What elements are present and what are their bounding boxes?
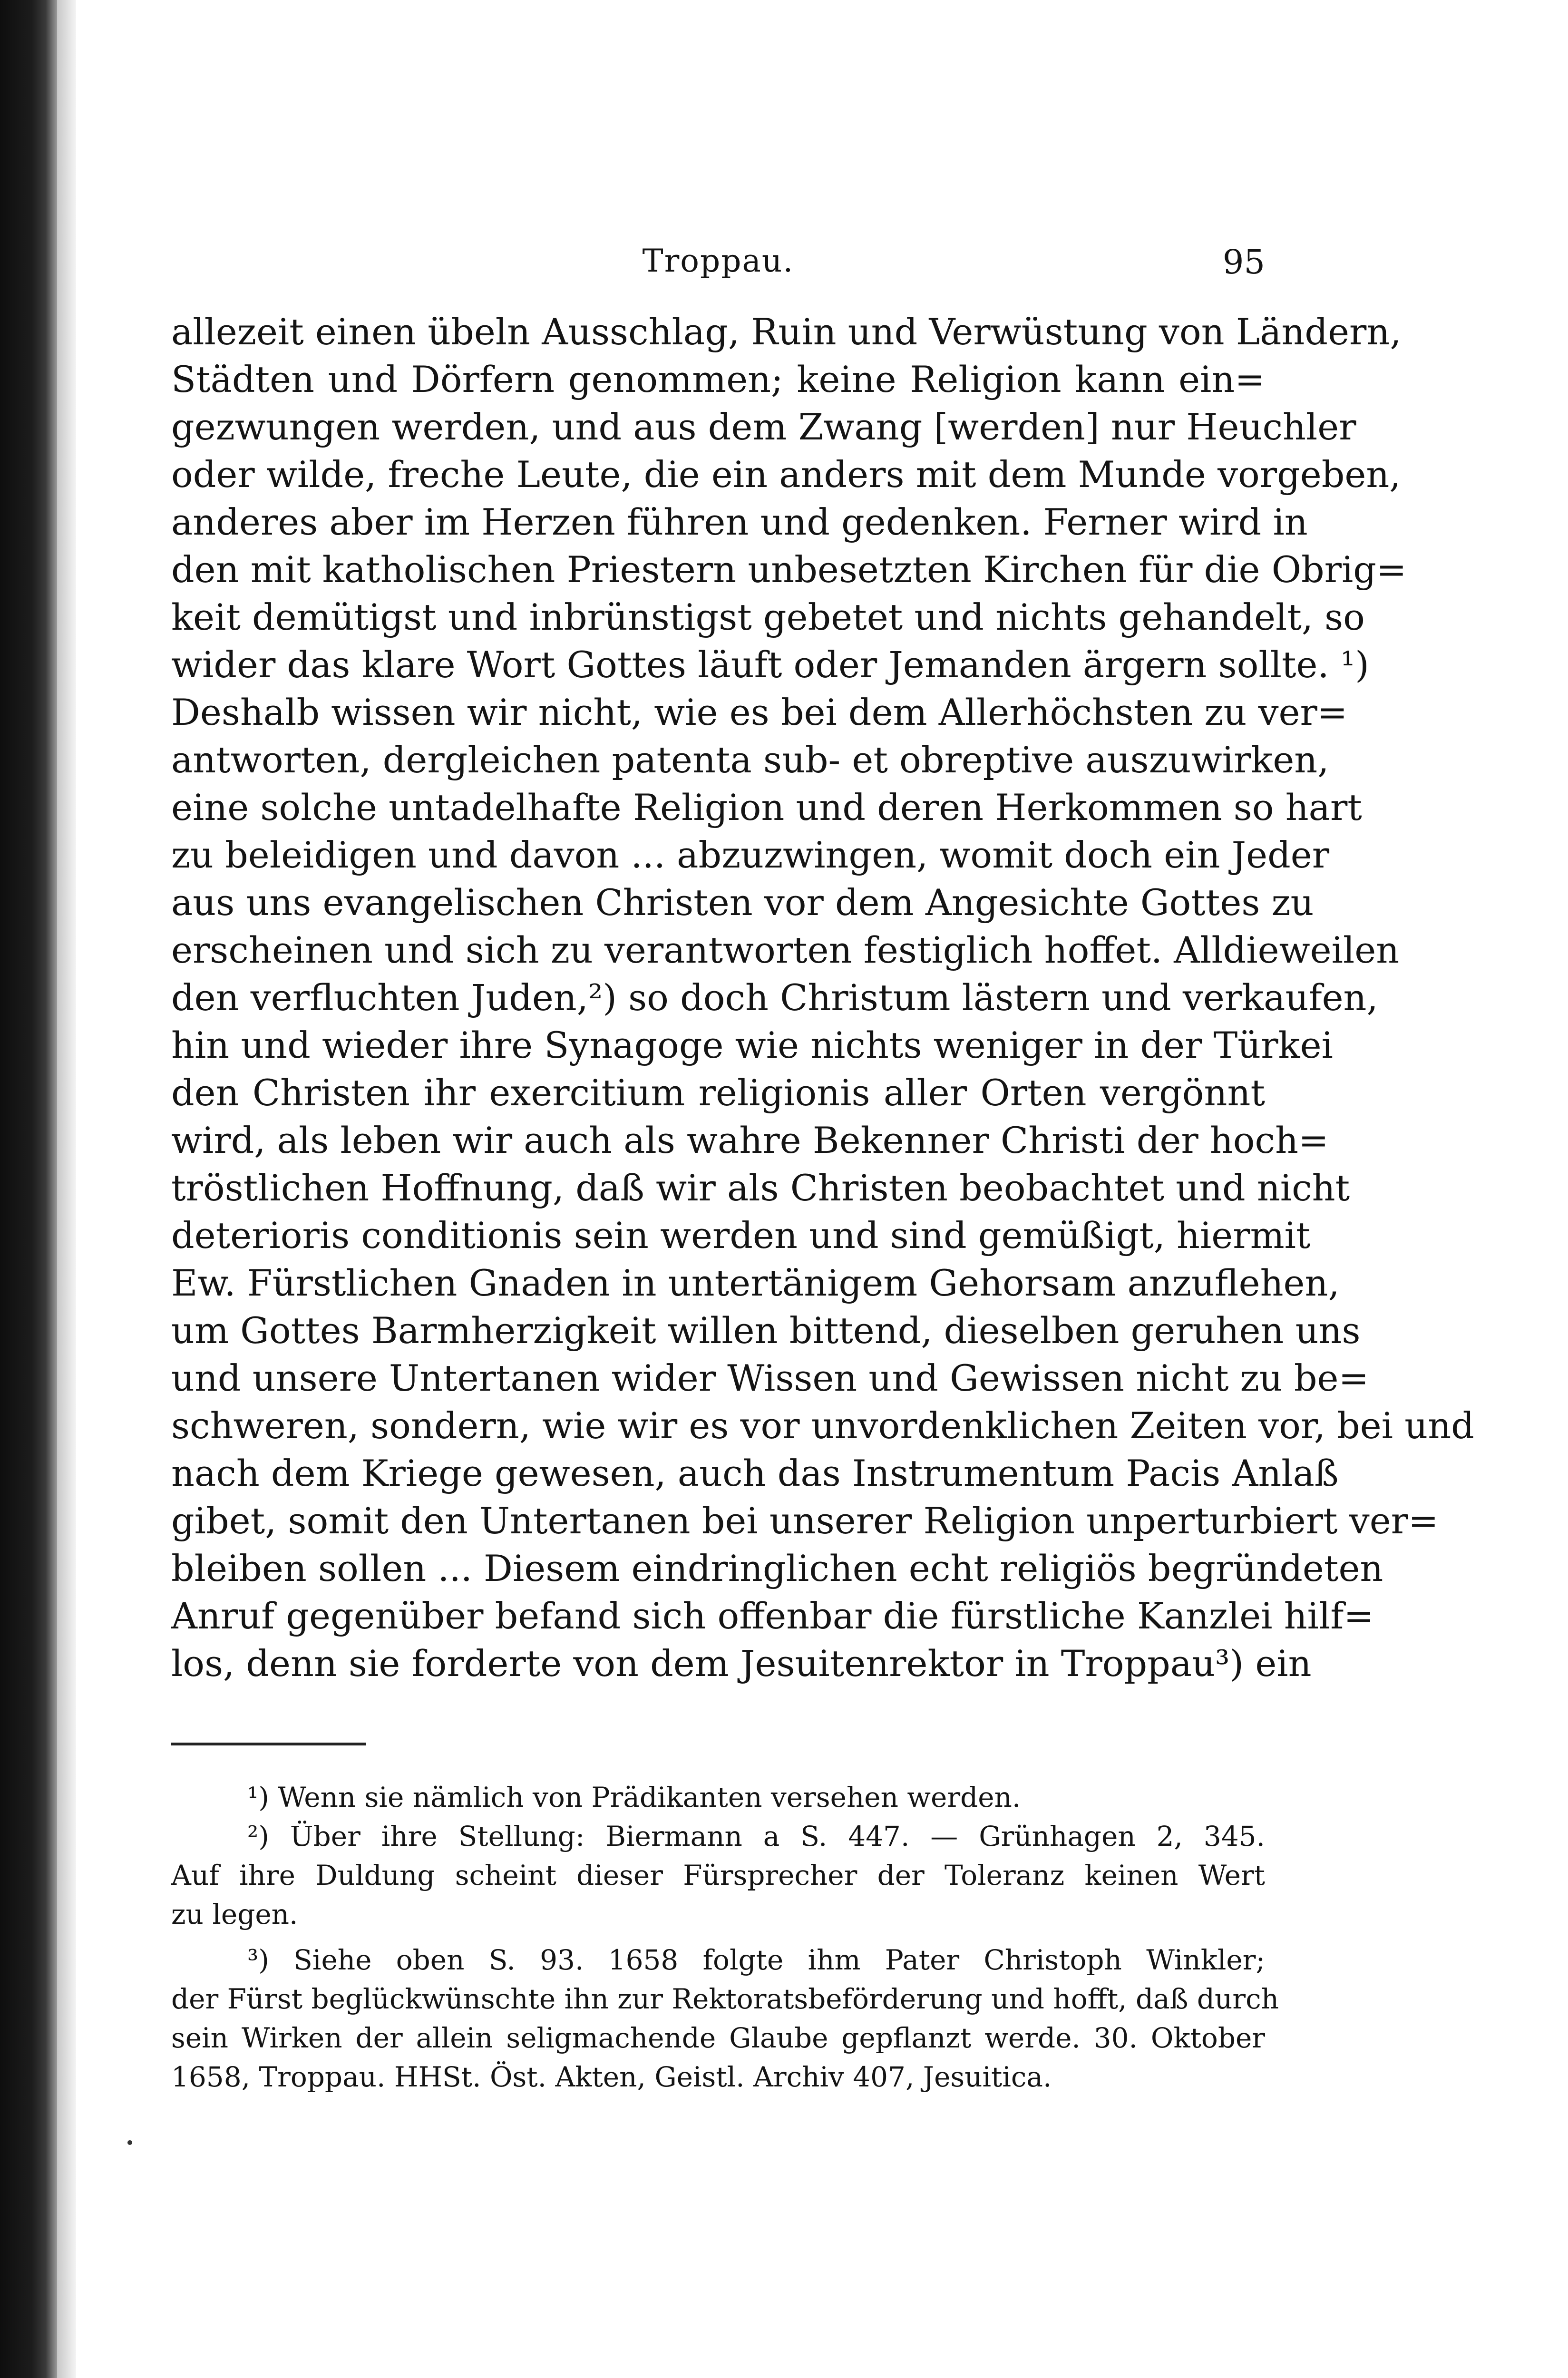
main-text	[171, 308, 1474, 1687]
text-line: Deshalb wissen wir nicht, wie es bei dem Allerhöchsten zu ver=	[171, 691, 1348, 733]
text-line: eine solche untadelhafte Religion und deren Herkommen so hart	[171, 786, 1362, 828]
text-line: allezeit einen übeln Ausschlag, Ruin und Verwüstung von Ländern,	[171, 311, 1402, 353]
footnote-line: 1658, Troppau. HHSt. Öst. Akten, Geistl. Archiv 407, Jesuitica.	[171, 2061, 1052, 2093]
text-line: nach dem Kriege gewesen, auch das Instrumentum Pacis Anlaß	[171, 1452, 1339, 1494]
footnote-separator	[171, 1743, 366, 1745]
footnote-line: Auf ihre Duldung scheint dieser Fürsprecher der Toleranz keinen Wert	[171, 1859, 1265, 1891]
footnote-line: ¹) Wenn sie nämlich von Prädikanten versehen werden.	[247, 1781, 1021, 1813]
text-line: keit demütigst und inbrünstigst gebetet und nichts gehandelt, so	[171, 596, 1365, 638]
text-line: tröstlichen Hoffnung, daß wir als Christen beobachtet und nicht	[171, 1167, 1350, 1209]
page-gutter	[57, 0, 76, 2378]
text-line: los, denn sie forderte von dem Jesuitenrektor in Troppau³) ein	[171, 1642, 1312, 1685]
text-line: Anruf gegenüber befand sich offenbar die fürstliche Kanzlei hilf=	[171, 1595, 1374, 1637]
footnote-line: ³) Siehe oben S. 93. 1658 folgte ihm Pater Christoph Winkler;	[247, 1944, 1265, 1976]
text-line: oder wilde, freche Leute, die ein anders mit dem Munde vorgeben,	[171, 453, 1401, 496]
book-spine-shadow	[0, 0, 57, 2378]
footnote-line: der Fürst beglückwünschte ihn zur Rektoratsbeförderung und hofft, daß durch	[171, 1983, 1279, 2015]
text-line: Städten und Dörfern genommen; keine Religion kann ein=	[171, 358, 1265, 400]
text-line: anderes aber im Herzen führen und gedenken. Ferner wird in	[171, 501, 1308, 543]
text-line: den mit katholischen Priestern unbesetzten Kirchen für die Obrig=	[171, 548, 1407, 591]
footnote-2	[171, 1817, 1265, 1934]
text-line: gibet, somit den Untertanen bei unserer Religion unperturbiert ver=	[171, 1500, 1439, 1542]
text-line: gezwungen werden, und aus dem Zwang [werden] nur Heuchler	[171, 406, 1356, 448]
page-number: 95	[1222, 243, 1265, 282]
text-line: bleiben sollen ... Diesem eindringlichen echt religiös begründeten	[171, 1547, 1383, 1589]
text-line: schweren, sondern, wie wir es vor unvordenklichen Zeiten vor, bei und	[171, 1404, 1474, 1447]
footnote-line: zu legen.	[171, 1898, 298, 1930]
text-line: deterioris conditionis sein werden und sind gemüßigt, hiermit	[171, 1214, 1311, 1257]
footnote-line: sein Wirken der allein seligmachende Glaube gepflanzt werde. 30. Oktober	[171, 2022, 1265, 2054]
scan-speck	[127, 2140, 132, 2145]
page-header	[171, 243, 1265, 295]
text-line: Ew. Fürstlichen Gnaden in untertänigem Gehorsam anzuflehen,	[171, 1262, 1340, 1304]
text-line: um Gottes Barmherzigkeit willen bittend, dieselben geruhen uns	[171, 1309, 1361, 1352]
footnotes	[171, 1778, 1279, 2096]
footnote-3	[171, 1940, 1279, 2096]
text-line: wird, als leben wir auch als wahre Bekenner Christi der hoch=	[171, 1119, 1329, 1161]
text-line: antworten, dergleichen patenta sub- et obreptive auszuwirken,	[171, 739, 1329, 781]
text-line: wider das klare Wort Gottes läuft oder Jemanden ärgern sollte. ¹)	[171, 643, 1369, 686]
text-line: zu beleidigen und davon ... abzuzwingen, womit doch ein Jeder	[171, 834, 1330, 876]
text-line: den Christen ihr exercitium religionis aller Orten vergönnt	[171, 1072, 1265, 1114]
text-line: und unsere Untertanen wider Wissen und Gewissen nicht zu be=	[171, 1357, 1369, 1399]
text-line: erscheinen und sich zu verantworten festiglich hoffet. Alldieweilen	[171, 929, 1400, 971]
footnote-line: ²) Über ihre Stellung: Biermann a S. 447. — Grünhagen 2, 345.	[247, 1820, 1265, 1852]
footnote-1	[171, 1778, 1265, 1817]
running-head: Troppau.	[642, 243, 794, 279]
text-line: den verfluchten Juden,²) so doch Christum lästern und verkaufen,	[171, 976, 1378, 1019]
text-line: hin und wieder ihre Synagoge wie nichts weniger in der Türkei	[171, 1024, 1333, 1066]
text-line: aus uns evangelischen Christen vor dem Angesichte Gottes zu	[171, 881, 1314, 924]
